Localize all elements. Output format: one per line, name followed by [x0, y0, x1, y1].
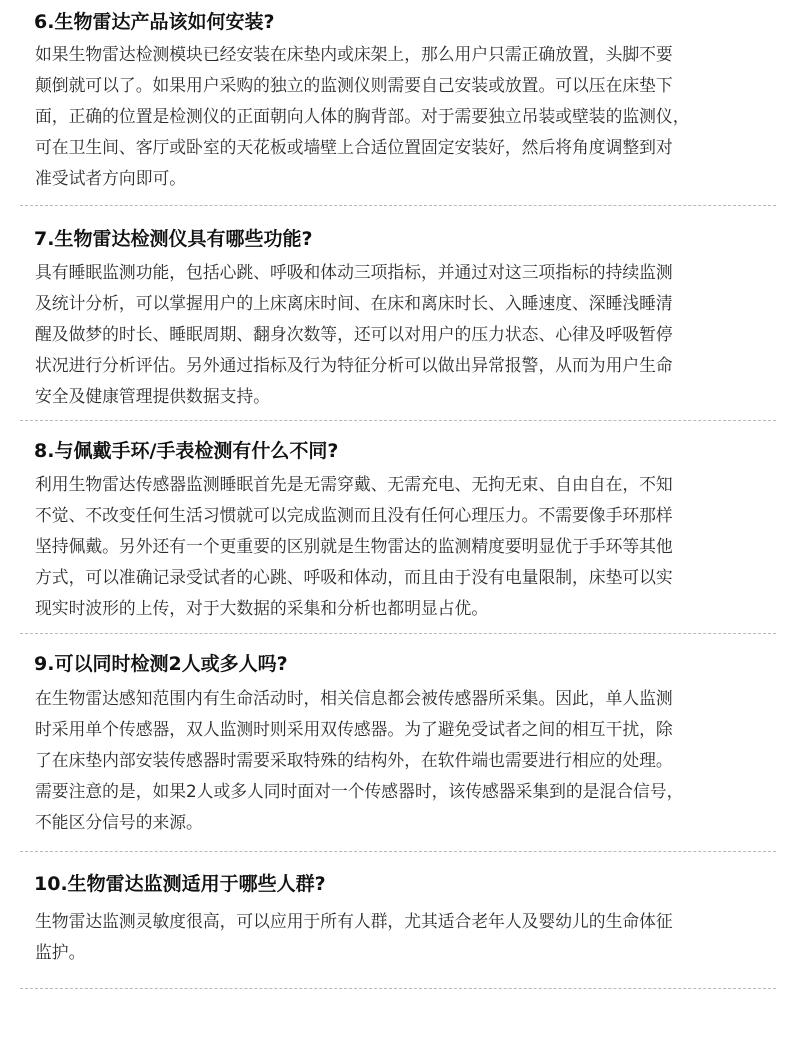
faq-answer-line: 利用生物雷达传感器监测睡眠首先是无需穿戴、无需充电、无拘无束、自由自在，不知 — [35, 474, 673, 494]
faq-answer-line: 面，正确的位置是检测仪的正面朝向人体的胸背部。对于需要独立吊装或壁装的监测仪， — [35, 106, 690, 126]
faq-question-title: 9.可以同时检测2人或多人吗? — [34, 653, 288, 675]
section-divider — [20, 205, 776, 206]
faq-answer-line: 了在床垫内部安装传感器时需要采取特殊的结构外，在软件端也需要进行相应的处理。 — [35, 750, 673, 770]
faq-question-title: 6.生物雷达产品该如何安装? — [34, 11, 275, 33]
faq-question-title: 8.与佩戴手环/手表检测有什么不同? — [34, 440, 339, 462]
faq-answer-line: 不能区分信号的来源。 — [35, 812, 203, 832]
faq-answer-line: 生物雷达监测灵敏度很高，可以应用于所有人群，尤其适合老年人及婴幼儿的生命体征 — [35, 911, 673, 931]
faq-answer-line: 在生物雷达感知范围内有生命活动时，相关信息都会被传感器所采集。因此，单人监测 — [35, 688, 673, 708]
faq-answer-line: 安全及健康管理提供数据支持。 — [35, 386, 270, 406]
faq-answer-line: 具有睡眠监测功能，包括心跳、呼吸和体动三项指标，并通过对这三项指标的持续监测 — [35, 262, 673, 282]
faq-answer-line: 如果生物雷达检测模块已经安装在床垫内或床架上，那么用户只需正确放置，头脚不要 — [35, 44, 673, 64]
section-divider — [20, 851, 776, 852]
faq-answer-line: 时采用单个传感器，双人监测时则采用双传感器。为了避免受试者之间的相互干扰，除 — [35, 719, 673, 739]
faq-answer-line: 坚持佩戴。另外还有一个更重要的区别就是生物雷达的监测精度要明显优于手环等其他 — [35, 536, 673, 556]
section-divider — [20, 420, 776, 421]
faq-answer-line: 方式，可以准确记录受试者的心跳、呼吸和体动，而且由于没有电量限制，床垫可以实 — [35, 567, 673, 587]
faq-answer-line: 及统计分析，可以掌握用户的上床离床时间、在床和离床时长、入睡速度、深睡浅睡清 — [35, 293, 673, 313]
faq-answer-line: 颠倒就可以了。如果用户采购的独立的监测仪则需要自己安装或放置。可以压在床垫下 — [35, 75, 673, 95]
faq-answer-line: 醒及做梦的时长、睡眠周期、翻身次数等，还可以对用户的压力状态、心律及呼吸暂停 — [35, 324, 673, 344]
faq-answer-line: 可在卫生间、客厅或卧室的天花板或墙壁上合适位置固定安装好，然后将角度调整到对 — [35, 137, 673, 157]
faq-answer-line: 准受试者方向即可。 — [35, 168, 187, 188]
faq-answer-line: 监护。 — [35, 942, 86, 962]
faq-answer-line: 现实时波形的上传，对于大数据的采集和分析也都明显占优。 — [35, 598, 489, 618]
section-divider — [20, 988, 776, 989]
faq-answer-line: 状况进行分析评估。另外通过指标及行为特征分析可以做出异常报警，从而为用户生命 — [35, 355, 673, 375]
faq-question-title: 7.生物雷达检测仪具有哪些功能? — [34, 228, 313, 250]
faq-answer-line: 不觉、不改变任何生活习惯就可以完成监测而且没有任何心理压力。不需要像手环那样 — [35, 505, 673, 525]
section-divider — [20, 633, 776, 634]
faq-answer-line: 需要注意的是，如果2人或多人同时面对一个传感器时，该传感器采集到的是混合信号， — [35, 781, 684, 801]
faq-question-title: 10.生物雷达监测适用于哪些人群? — [34, 873, 326, 895]
